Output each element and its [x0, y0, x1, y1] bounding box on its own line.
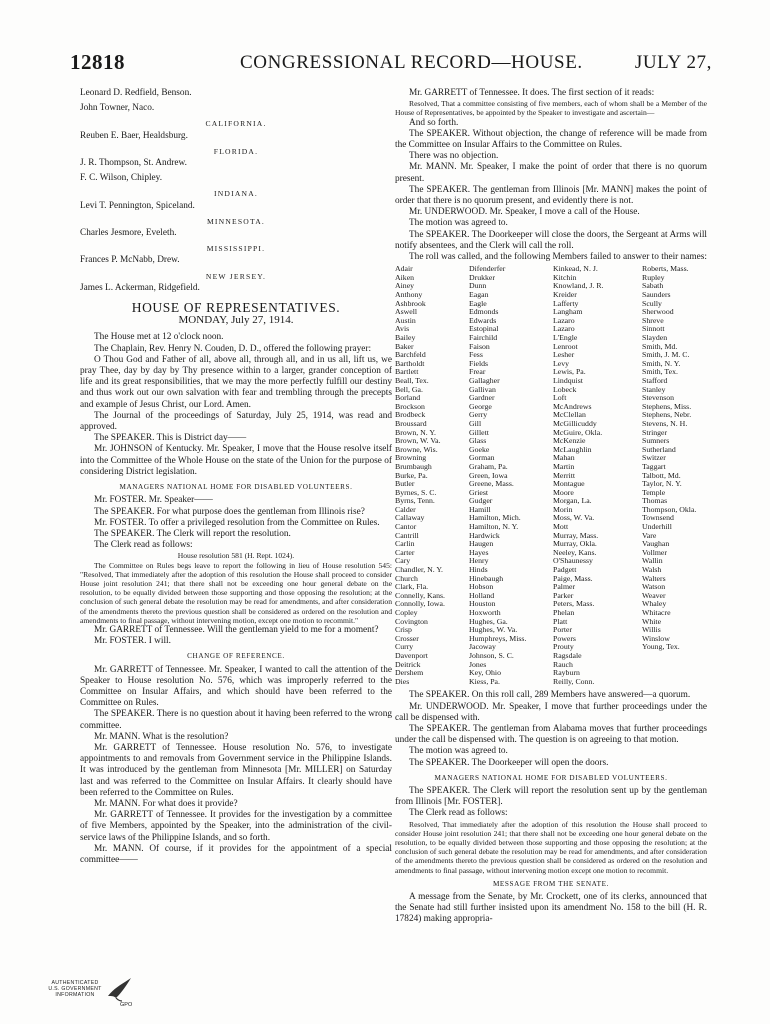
paragraph: Mr. GARRETT of Tennessee. Mr. Speaker, I wanted to call the attention of the Speaker to House resolution No. 576, which was improperly referred to the Committee on Insular Affairs, and which should have been referred to the Committee on Rules. [80, 664, 392, 709]
postmaster-entry: James L. Ackerman, Ridgefield. [80, 282, 200, 293]
member-name: Hamill [469, 505, 491, 514]
paragraph: A message from the Senate, by Mr. Crockett, one of its clerks, announced that the Senate had still further insisted upon its amendment No. 158 to the bill (H. R. 17824) making appropria- [395, 892, 707, 925]
paragraph: The SPEAKER. On this roll call, 289 Members have answered—a quorum. [409, 690, 691, 701]
member-name: Deitrick [395, 660, 421, 669]
state-heading: MISSISSIPPI. [206, 244, 266, 254]
state-heading: FLORIDA. [213, 146, 259, 156]
member-name: Brockson [395, 402, 425, 411]
member-name: Brown, N. Y. [395, 428, 436, 437]
member-name: Burke, Pa. [395, 471, 428, 480]
paragraph: Mr. GARRETT of Tennessee. It provides for the investigation by a committee of five Members, appointed by the Speaker, into the administration of the civil-service laws of the Philippine Islands, and so forth. [80, 810, 392, 843]
member-name: Walters [642, 574, 666, 583]
member-name: Kitchin [553, 273, 577, 282]
member-name: Thomas [642, 497, 668, 506]
member-name: Anthony [395, 291, 423, 300]
member-name: Stevens, N. H. [642, 419, 688, 428]
member-name: Austin [395, 316, 416, 325]
section-heading: MESSAGE FROM THE SENATE. [492, 879, 610, 888]
paragraph: The SPEAKER. Without objection, the change of reference will be made from the Committee on Insular Affairs to the Committee on Rules. [395, 128, 707, 151]
member-name: Brumbaugh [395, 462, 432, 471]
member-name: Talbott, Md. [642, 471, 681, 480]
member-name: Gallagher [469, 376, 500, 385]
member-name: Fairchild [469, 334, 498, 342]
paragraph: The roll was called, and the following Members failed to answer to their names: [409, 252, 707, 263]
state-heading: INDIANA. [214, 189, 258, 199]
member-name: Hinebaugh [469, 574, 504, 583]
member-name: Vaughan [642, 540, 670, 549]
paragraph: The SPEAKER. The gentleman from Illinois [Mr. MANN] makes the point of order that there is no quorum present, and evidently there is not. [395, 184, 707, 207]
paragraph: Mr. GARRETT of Tennessee. It does. The first section of it reads: [409, 88, 655, 98]
member-name: Lewis, Pa. [553, 368, 586, 377]
paragraph: The SPEAKER. The Doorkeeper will close the doors, the Sergeant at Arms will notify absentees, and the Clerk will call the roll. [395, 229, 707, 251]
member-name: Greene, Mass. [469, 480, 514, 489]
member-name: George [469, 402, 492, 411]
member-name: Stephens, Nebr. [642, 411, 692, 420]
member-name: Paige, Mass. [553, 574, 593, 583]
member-name: Gillett [469, 428, 489, 437]
member-name: Weaver [642, 591, 666, 600]
member-name: Adair [395, 265, 413, 274]
member-name: Lazaro [553, 325, 575, 334]
member-name: Smith, N. Y. [642, 359, 681, 368]
member-name: Faison [469, 342, 490, 351]
paragraph: The SPEAKER. The Clerk will report the resolution. [94, 528, 291, 539]
member-name: Connolly, Iowa. [395, 600, 445, 609]
member-name: Browne, Wis. [395, 445, 438, 454]
member-name: Palmer [553, 583, 576, 592]
member-name: Smith, Tex. [642, 368, 678, 377]
member-name: Calder [395, 505, 416, 514]
member-name: Rupley [642, 273, 665, 282]
page-header [70, 50, 712, 80]
member-name: Lenroot [553, 342, 578, 351]
member-name: Gorman [469, 454, 495, 463]
member-name: Whitacre [642, 609, 671, 617]
member-name: Powers [553, 634, 576, 643]
member-name: Henry [469, 557, 489, 566]
member-name: Gill [469, 419, 482, 428]
member-name: Hobson [469, 583, 494, 592]
member-name: Callaway [395, 514, 425, 523]
member-name: Underhill [642, 523, 672, 532]
member-name: Prouty [553, 643, 574, 652]
paragraph: The House met at 12 o'clock noon. [94, 332, 224, 343]
roll-call-column [642, 265, 712, 686]
section-heading: MANAGERS NATIONAL HOME FOR DISABLED VOLUNTEERS. [434, 773, 668, 782]
member-name: Merritt [553, 471, 576, 480]
roll-call-table [395, 265, 707, 686]
member-name: Watson [642, 583, 666, 592]
paragraph: The motion was agreed to. [409, 746, 508, 757]
member-name: McLaughlin [553, 445, 592, 454]
member-name: Hughes, W. Va. [469, 626, 518, 635]
paragraph: Mr. GARRETT of Tennessee. House resolution No. 576, to investigate appointments to and removals from Government service in the Philippine Islands. It was introduced by the gentleman from Minnesota [Mr. MILLER] on Saturday last and was referred to the Committee on Insular Affairs. It clearly should have been referred to the Committee on Rules. [80, 742, 392, 798]
member-name: Lafferty [553, 299, 579, 308]
member-name: Goeke [469, 445, 490, 454]
member-name: Cantrill [395, 531, 419, 540]
member-name: Green, Iowa [469, 471, 508, 480]
member-name: Butler [395, 480, 415, 489]
section-heading: CHANGE OF REFERENCE. [187, 652, 285, 661]
member-name: McKenzie [553, 437, 586, 446]
member-name: Byrnes, S. C. [395, 488, 437, 497]
member-name: Frear [469, 368, 486, 377]
member-name: Bartlett [395, 368, 419, 377]
paragraph: The SPEAKER. There is no question about it having been referred to the wrong committee. [80, 709, 392, 731]
paragraph: Mr. FOSTER. Mr. Speaker—— [94, 495, 213, 506]
member-name: Townsend [642, 514, 674, 523]
member-name: Beall, Tex. [395, 376, 429, 385]
state-heading: NEW JERSEY. [205, 271, 267, 281]
left-column [80, 88, 392, 866]
member-name: Davenport [395, 651, 428, 660]
member-name: Holland [469, 591, 495, 600]
member-name: Mott [553, 523, 569, 532]
member-name: Padgett [553, 566, 577, 575]
member-name: Stafford [642, 376, 668, 385]
eagle-icon [104, 974, 134, 1004]
member-name: Crosser [395, 634, 419, 643]
member-name: Jones [469, 660, 487, 669]
postmaster-entry: John Towner, Naco. [80, 103, 155, 114]
member-name: Slayden [642, 334, 668, 342]
member-name: Reilly, Conn. [553, 677, 595, 686]
member-name: Thompson, Okla. [642, 505, 697, 514]
member-name: Eagan [469, 291, 489, 300]
paragraph: The SPEAKER. The gentleman from Alabama moves that further proceedings under the call be dispensed with. The question is on agreeing to that motion. [395, 723, 707, 746]
member-name: Temple [642, 488, 666, 497]
logo-line: AUTHENTICATED [51, 980, 99, 986]
member-name: Difenderfer [469, 265, 506, 274]
member-name: Graham, Pa. [469, 462, 508, 471]
member-name: Edwards [469, 316, 497, 325]
section-heading: MANAGERS NATIONAL HOME FOR DISABLED VOLUNTEERS. [119, 483, 353, 492]
member-name: Smith, Md. [642, 342, 678, 351]
member-name: McAndrews [553, 402, 592, 411]
roll-call-column [395, 265, 465, 686]
member-name: Hinds [469, 566, 488, 575]
member-name: Roberts, Mass. [642, 265, 689, 274]
member-name: Neeley, Kans. [553, 548, 597, 557]
member-name: Sherwood [642, 308, 674, 317]
member-name: Kiess, Pa. [469, 677, 500, 686]
paragraph: Mr. FOSTER. To offer a privileged resolution from the Committee on Rules. [94, 517, 380, 528]
member-name: Winslow [642, 634, 670, 643]
member-name: Dies [395, 677, 410, 686]
member-name: Edmonds [469, 308, 499, 317]
paragraph: Mr. GARRETT of Tennessee. Will the gentleman yield to me for a moment? [94, 624, 379, 635]
postmaster-entry: Leonard D. Redfield, Benson. [80, 88, 192, 98]
member-name: Murray, Okla. [553, 540, 597, 549]
session-date: MONDAY, July 27, 1914. [178, 314, 294, 327]
member-name: Fess [469, 351, 483, 360]
paragraph: The SPEAKER. For what purpose does the gentleman from Illinois rise? [94, 506, 365, 517]
member-name: Montague [553, 480, 585, 489]
member-name: Stanley [642, 385, 666, 394]
member-name: Connelly, Kans. [395, 591, 445, 600]
member-name: McClellan [553, 411, 586, 420]
member-name: Carlin [395, 540, 415, 549]
member-name: Curry [395, 643, 414, 652]
member-name: Platt [553, 617, 568, 626]
member-name: Chandler, N. Y. [395, 566, 443, 575]
member-name: Dershem [395, 669, 424, 678]
member-name: White [642, 617, 662, 626]
member-name: Brown, W. Va. [395, 437, 441, 446]
state-heading: CALIFORNIA. [205, 119, 267, 129]
member-name: Key, Ohio [469, 669, 501, 678]
member-name: Lazaro [553, 316, 575, 325]
member-name: Walsh [642, 566, 662, 575]
state-heading: MINNESOTA. [206, 216, 265, 226]
member-name: Phelan [553, 609, 575, 617]
publication-title: CONGRESSIONAL RECORD—HOUSE. [240, 52, 583, 73]
paragraph: Mr. MANN. Mr. Speaker, I make the point of order that there is no quorum present. [395, 162, 707, 184]
member-name: Hamilton, N. Y. [469, 523, 519, 532]
member-name: Saunders [642, 291, 671, 300]
house-title: HOUSE OF REPRESENTATIVES. [131, 300, 341, 316]
paragraph: O Thou God and Father of all, above all, through all, and in us all, lift us, we pray Thee, day by day by Thy presence within to a larger, grander conception of life and its great responsibilities, that we may the more perfectly fulfill our destiny and thus work out our own salvation with fear and trembling through the precepts and example of Jesus Christ, our Lord. Amen. [80, 354, 392, 410]
member-name: Morin [553, 505, 573, 514]
member-name: Drukker [469, 273, 495, 282]
member-name: Switzer [642, 454, 666, 463]
member-name: Smith, J. M. C. [642, 351, 690, 360]
member-name: Lesher [553, 351, 575, 360]
resolution-title: House resolution 581 (H. Rept. 1024). [177, 551, 295, 561]
paragraph: Mr. UNDERWOOD. Mr. Speaker, I move that further proceedings under the call be dispensed with. [395, 701, 707, 723]
member-name: Rauch [553, 660, 573, 669]
member-name: Ragsdale [553, 651, 582, 660]
postmaster-entry: J. R. Thompson, St. Andrew. [80, 158, 187, 169]
member-name: Johnson, S. C. [469, 651, 514, 660]
member-name: Hardwick [469, 531, 500, 540]
member-name: Knowland, J. R. [553, 282, 604, 291]
member-name: Crisp [395, 626, 412, 635]
member-name: Lobeck [553, 385, 577, 394]
member-name: Murray, Mass. [553, 531, 599, 540]
paragraph: The Chaplain, Rev. Henry N. Couden, D. D., offered the following prayer: [94, 343, 372, 354]
header-date: JULY 27, [634, 52, 712, 73]
member-name: Glass [469, 437, 487, 446]
postmaster-entry: Frances P. McNabb, Drew. [80, 255, 180, 266]
page-number: 12818 [70, 50, 125, 74]
member-name: Taylor, N. Y. [642, 480, 682, 489]
gpo-authentication-logo [36, 972, 136, 1014]
logo-text [48, 980, 102, 998]
member-name: Carter [395, 548, 415, 557]
paragraph: The Clerk read as follows: [409, 808, 508, 819]
member-name: Avis [395, 325, 410, 334]
member-name: Haugen [469, 540, 494, 549]
member-name: Browning [395, 454, 427, 463]
member-name: Baker [395, 342, 414, 351]
paragraph: Mr. UNDERWOOD. Mr. Speaker, I move a call of the House. [409, 207, 640, 218]
paragraph: The SPEAKER. This is District day—— [94, 433, 247, 444]
member-name: Moore [553, 488, 574, 497]
paragraph: Mr. MANN. For what does it provide? [94, 798, 238, 809]
postmaster-entry: F. C. Wilson, Chipley. [80, 173, 163, 184]
logo-gpo: GPO [120, 1002, 133, 1008]
paragraph: The Clerk read as follows: [94, 540, 193, 551]
member-name: Hughes, Ga. [469, 617, 508, 626]
member-name: Hamilton, Mich. [469, 514, 521, 523]
member-name: Gardner [469, 394, 495, 403]
paragraph: The SPEAKER. The Clerk will report the resolution sent up by the gentleman from Illinois [Mr. FOSTER]. [395, 785, 707, 808]
roll-call-column [469, 265, 549, 686]
postmaster-entry: Charles Jesmore, Eveleth. [80, 228, 177, 239]
member-name: Loft [553, 394, 567, 403]
member-name: Levy [553, 359, 570, 368]
quoted-resolution: Resolved, That a committee consisting of five members, each of whom shall be a Member of the House of Representatives, be appointed by the Speaker to investigate and ascertain— [395, 99, 707, 118]
member-name: Martin [553, 462, 575, 471]
member-name: Whaley [642, 600, 667, 609]
member-name: Peters, Mass. [553, 600, 595, 609]
member-name: Hoxworth [469, 609, 501, 617]
member-name: Bell, Ga. [395, 385, 423, 394]
paragraph: The Journal of the proceedings of Saturday, July 25, 1914, was read and approved. [80, 410, 392, 433]
member-name: Kreider [553, 291, 577, 300]
member-name: Eagle [469, 299, 487, 308]
member-name: Porter [553, 626, 573, 635]
member-name: Vollmer [642, 548, 667, 557]
member-name: Kinkead, N. J. [553, 265, 598, 274]
member-name: Vare [642, 531, 657, 540]
member-name: Cary [395, 557, 411, 566]
paragraph: There was no objection. [409, 151, 499, 162]
member-name: Aiken [395, 273, 415, 282]
postmaster-entry: Reuben E. Baer, Healdsburg. [80, 130, 188, 141]
member-name: Copley [395, 609, 418, 617]
member-name: Humphreys, Miss. [469, 634, 527, 643]
member-name: Lindquist [553, 376, 583, 385]
member-name: Clark, Fla. [395, 583, 429, 592]
member-name: Brodbeck [395, 411, 426, 420]
member-name: Parker [553, 591, 574, 600]
member-name: Aswell [395, 308, 418, 317]
member-name: Byrns, Tenn. [395, 497, 435, 506]
member-name: Taggart [642, 462, 666, 471]
member-name: Bartholdt [395, 359, 425, 368]
member-name: L'Engle [553, 334, 578, 342]
member-name: Shreve [642, 316, 664, 325]
resolution-text: The Committee on Rules begs leave to report the following in lieu of House resolution 545: "Resolved, That immediately after the adoption of this resolution the House shall proceed to consider House joint resolution 241; that there shall not be exceeding one hour general debate on the resolution, to be equally divided between those supporting and those opposing the resolution; at the conclusion of such general debate the resolution may be read for amendments, and after consideration of the amendments thereto the previous question shall be considered as ordered on the resolution and amendments to final passage, without intervening motion, except one motion to recommit." [80, 560, 392, 625]
member-name: O'Shaunessy [553, 557, 593, 566]
member-name: Sabath [642, 282, 664, 291]
paragraph: Mr. FOSTER. I will. [94, 636, 171, 647]
member-name: Broussard [395, 419, 427, 428]
member-name: Gerry [469, 411, 488, 420]
roll-call-column [553, 265, 638, 686]
member-name: Morgan, La. [553, 497, 592, 506]
member-name: Sutherland [642, 445, 676, 454]
member-name: Mahan [553, 454, 575, 463]
paragraph: And so forth. [409, 117, 459, 128]
logo-line: INFORMATION [55, 992, 95, 998]
member-name: Sinnott [642, 325, 665, 334]
paragraph: The SPEAKER. The Doorkeeper will open the doors. [409, 757, 609, 768]
member-name: Fields [469, 359, 489, 368]
member-name: Ashbrook [395, 299, 426, 308]
postmaster-entry: Levi T. Pennington, Spiceland. [80, 200, 195, 211]
member-name: Willis [642, 626, 661, 635]
member-name: Rayburn [553, 669, 580, 678]
member-name: Hayes [469, 548, 489, 557]
member-name: Moss, W. Va. [553, 514, 595, 523]
member-name: Barchfeld [395, 351, 426, 360]
member-name: Estopinal [469, 325, 499, 334]
member-name: Gallivan [469, 385, 496, 394]
member-name: McGuire, Okla. [553, 428, 603, 437]
member-name: Stephens, Miss. [642, 402, 692, 411]
member-name: Cantor [395, 523, 417, 532]
member-name: Ainey [395, 282, 415, 291]
member-name: Gudger [469, 497, 493, 506]
paragraph: The motion was agreed to. [409, 218, 508, 229]
right-column [395, 88, 707, 926]
member-name: Langham [553, 308, 583, 317]
member-name: Stringer [642, 428, 668, 437]
paragraph: Mr. JOHNSON of Kentucky. Mr. Speaker, I move that the House resolve itself into the Committee of the Whole House on the state of the Union for the purpose of considering District legislation. [80, 444, 392, 477]
member-name: Young, Tex. [642, 643, 680, 652]
member-name: Sumners [642, 437, 670, 446]
member-name: Covington [395, 617, 428, 626]
member-name: Bailey [395, 334, 416, 342]
member-name: Church [395, 574, 418, 583]
member-name: Stevenson [642, 394, 675, 403]
paragraph: Mr. MANN. What is the resolution? [94, 731, 229, 742]
member-name: Borland [395, 394, 421, 403]
member-name: Griest [469, 488, 489, 497]
member-name: Dunn [469, 282, 487, 291]
member-name: Houston [469, 600, 496, 609]
member-name: Wallin [642, 557, 663, 566]
quoted-resolution: Resolved, That immediately after the adoption of this resolution the House shall proceed to consider House joint resolution 241; that there shall not be exceeding one hour general debate on the resolution, to be equally divided between those supporting and those opposing the resolution; at the conclusion of such general debate the resolution may be read for amendments, and after consideration of the amendments thereto the previous question shall be considered as ordered on the resolution and amendments to final passage, without intervening motion except one motion to recommit. [395, 819, 707, 875]
logo-line: U.S. GOVERNMENT [48, 986, 102, 992]
member-name: Jacoway [469, 643, 496, 652]
member-name: Scully [642, 299, 662, 308]
member-name: McGillicuddy [553, 419, 597, 428]
paragraph: Mr. MANN. Of course, if it provides for the appointment of a special committee—— [80, 843, 392, 865]
